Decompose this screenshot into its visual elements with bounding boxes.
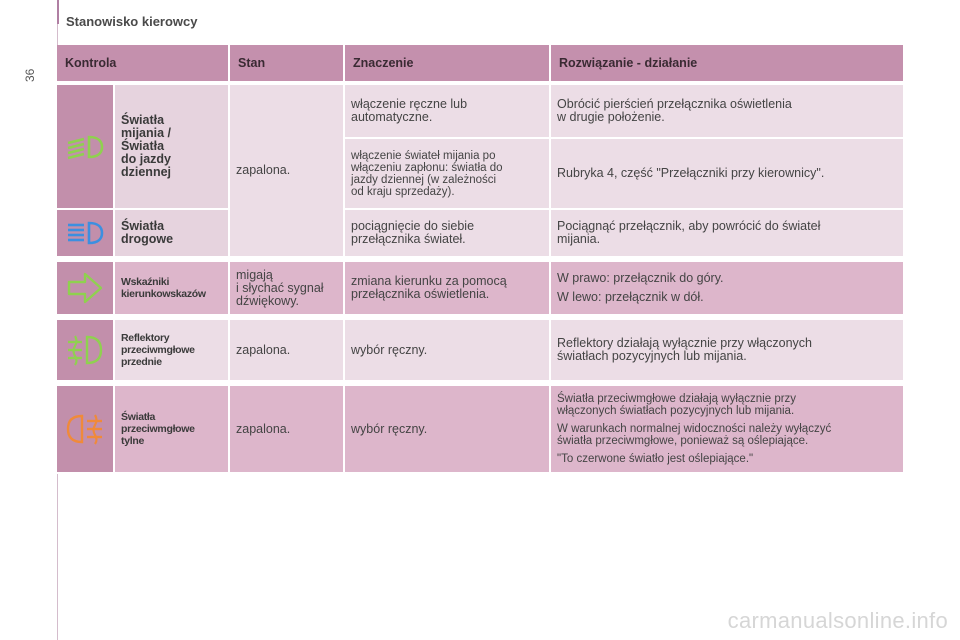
rear-fog-lamp-icon [65, 412, 105, 446]
front-fog-lamp-icon [65, 333, 105, 367]
watermark-text: carmanualsonline.info [727, 608, 948, 633]
action-rear-fog-quote: "To czerwone światło jest oślepiające." [557, 453, 754, 465]
action-indicators-right: W prawo: przełącznik do góry. [557, 271, 724, 285]
header-rozwiazanie: Rozwiązanie - działanie [551, 45, 903, 81]
action-indicators [551, 262, 903, 316]
table-row [57, 320, 903, 382]
state-front-fog: zapalona. [230, 320, 345, 382]
action-rear-fog [551, 386, 903, 474]
section-accent-bar [57, 0, 59, 24]
page-number: 36 [23, 68, 37, 82]
table-row [57, 210, 903, 258]
action-dipped-reference: Rubryka 4, część "Przełączniki przy kierownicy". [551, 139, 903, 210]
meaning-front-fog: wybór ręczny. [345, 320, 551, 382]
action-front-fog: Reflektory działają wyłącznie przy włączonych światłach pozycyjnych lub mijania. [551, 320, 903, 382]
warning-lamps-table [57, 45, 903, 474]
state-dipped: zapalona. [230, 85, 345, 258]
state-indicators: migają i słychać sygnał dźwiękowy. [230, 262, 345, 316]
control-name-rear-fog: Światła przeciwmgłowe tylne [115, 386, 230, 474]
meaning-indicators: zmiana kierunku za pomocą przełącznika oświetlenia. [345, 262, 551, 316]
meaning-dipped-drl: włączenie świateł mijania po włączeniu zapłonu: światła do jazdy dziennej (w zależności od kraju sprzedaży). [345, 139, 551, 210]
action-indicators-left: W lewo: przełącznik w dół. [557, 290, 704, 304]
action-rear-fog-condition: Światła przeciwmgłowe działają wyłącznie przy włączonych światłach pozycyjnych lub mijania. [557, 393, 797, 417]
icon-cell [57, 386, 115, 474]
header-kontrola: Kontrola [57, 45, 230, 81]
icon-cell [57, 85, 115, 210]
state-rear-fog: zapalona. [230, 386, 345, 474]
page-section-title: Stanowisko kierowcy [66, 14, 198, 29]
icon-cell [57, 210, 115, 258]
action-rear-fog-switch-off: W warunkach normalnej widoczności należy wyłączyć światła przeciwmgłowe, ponieważ są oślepiające. [557, 423, 832, 447]
control-name-front-fog: Reflektory przeciwmgłowe przednie [115, 320, 230, 382]
control-name-dipped: Światła mijania / Światła do jazdy dziennej [115, 85, 230, 210]
table-header-row [57, 45, 903, 81]
icon-cell [57, 262, 115, 316]
control-name-indicators: Wskaźniki kierunkowskazów [115, 262, 230, 316]
icon-cell [57, 320, 115, 382]
control-name-main-beam: Światła drogowe [115, 210, 230, 258]
main-beam-icon [65, 220, 105, 246]
table-row [57, 386, 903, 474]
header-znaczenie: Znaczenie [345, 45, 551, 81]
dipped-beam-icon [65, 134, 105, 160]
action-dipped-ring: Obrócić pierścień przełącznika oświetlenia w drugie położenie. [551, 85, 903, 139]
meaning-rear-fog: wybór ręczny. [345, 386, 551, 474]
action-main-beam: Pociągnąć przełącznik, aby powrócić do świateł mijania. [551, 210, 903, 258]
turn-signal-arrow-icon [65, 271, 105, 305]
header-stan: Stan [230, 45, 345, 81]
meaning-main-beam: pociągnięcie do siebie przełącznika świateł. [345, 210, 551, 258]
table-row [57, 85, 903, 139]
meaning-dipped-manual: włączenie ręczne lub automatyczne. [345, 85, 551, 139]
table-row [57, 262, 903, 316]
